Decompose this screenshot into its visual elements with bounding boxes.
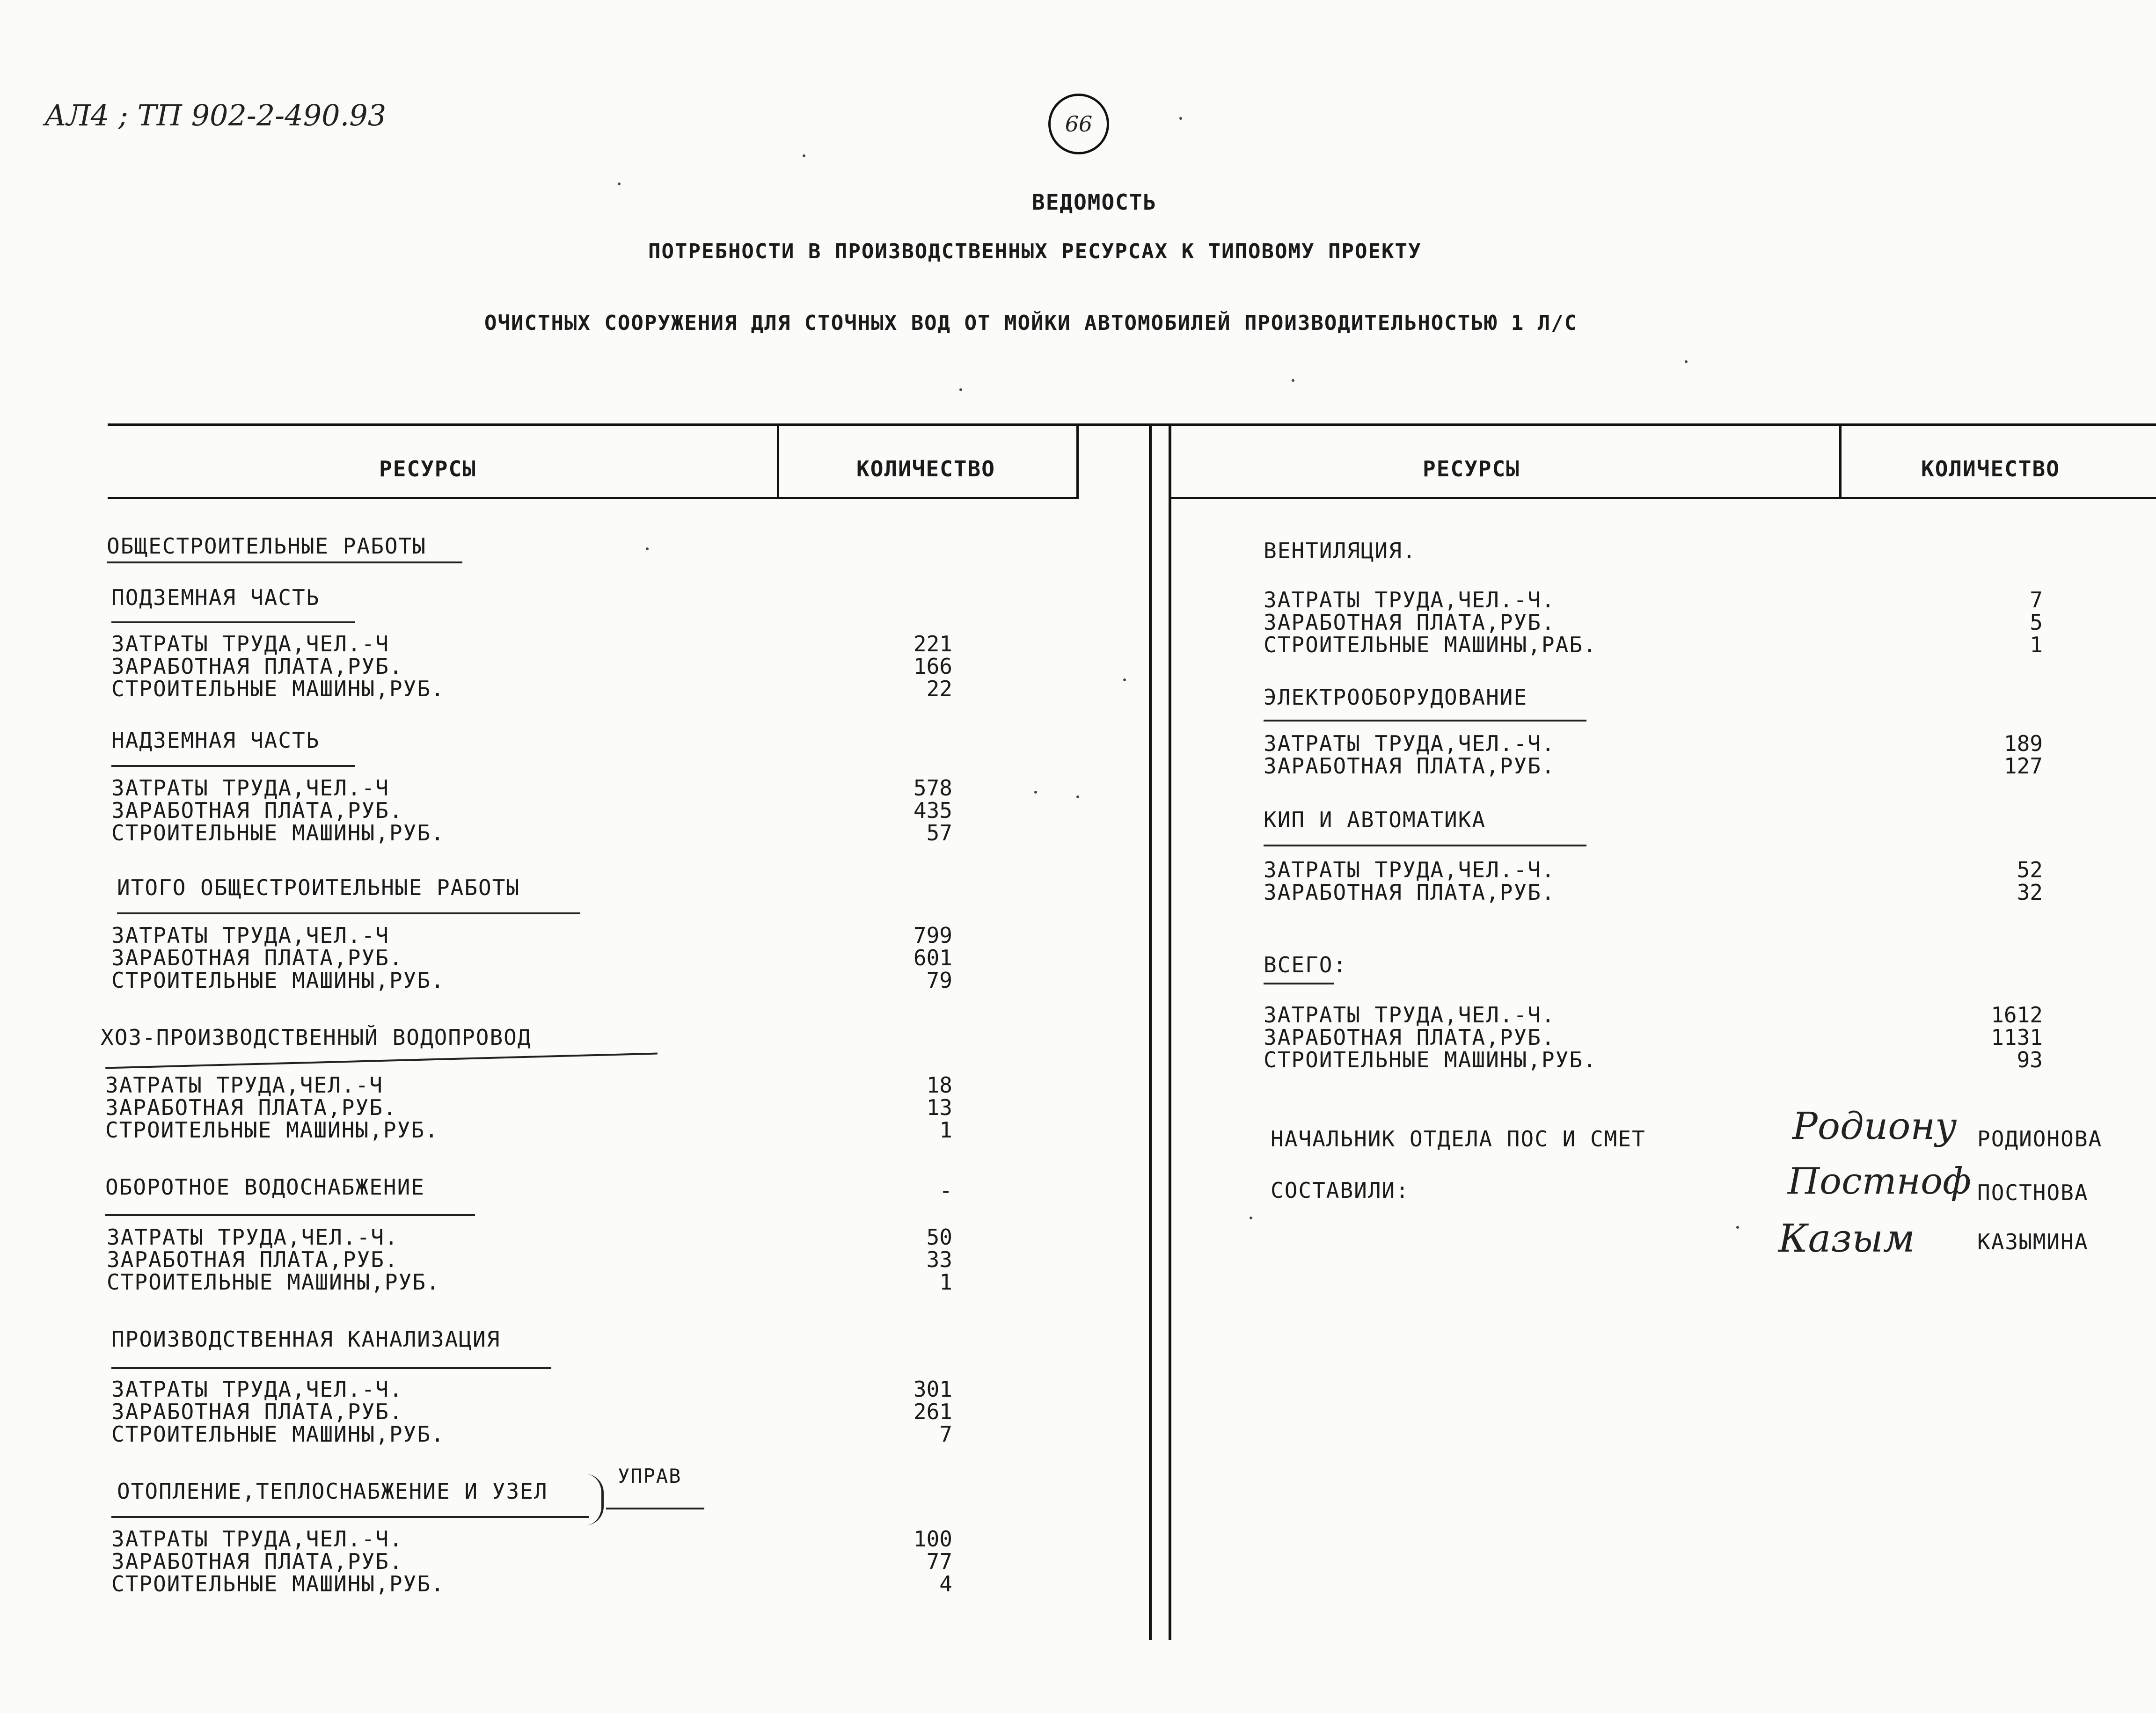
scan-speck — [1292, 379, 1294, 382]
row-label: ЗАТРАТЫ ТРУДА,ЧЕЛ.-Ч. — [1264, 1002, 1556, 1028]
page-number: 66 — [1065, 111, 1093, 137]
compiler-name-2: ПОСТНОВА — [1977, 1180, 2089, 1205]
underline — [606, 1508, 704, 1509]
row-value: 93 — [2017, 1047, 2043, 1072]
row-value: 1612 — [1991, 1002, 2043, 1028]
underline — [111, 1367, 551, 1369]
row-label: СТРОИТЕЛЬНЫЕ МАШИНЫ,РАБ. — [1264, 632, 1597, 657]
row-value: 221 — [913, 631, 952, 656]
section-water-supply: ХОЗ-ПРОИЗВОДСТВЕННЫЙ ВОДОПРОВОД — [101, 1025, 532, 1050]
underline — [111, 621, 355, 623]
row-label: ЗАРАБОТНАЯ ПЛАТА,РУБ. — [111, 1399, 403, 1424]
row-label: СТРОИТЕЛЬНЫЕ МАШИНЫ,РУБ. — [105, 1117, 439, 1143]
row-value: 1131 — [1991, 1025, 2043, 1050]
row-value: 52 — [2017, 857, 2043, 882]
doc-subtitle: ПОТРЕБНОСТИ В ПРОИЗВОДСТВЕННЫХ РЕСУРСАХ К ТИПОВОМУ ПРОЕКТУ — [648, 240, 1422, 263]
scan-speck — [1685, 360, 1688, 363]
left-header-resources: РЕСУРСЫ — [379, 456, 476, 481]
section-general-works: ОБЩЕСТРОИТЕЛЬНЫЕ РАБОТЫ — [107, 533, 426, 559]
row-label: СТРОИТЕЛЬНЫЕ МАШИНЫ,РУБ. — [111, 676, 445, 701]
left-header-quantity: КОЛИЧЕСТВО — [856, 456, 995, 481]
underline — [117, 912, 580, 914]
row-value: 77 — [926, 1549, 952, 1574]
row-label: СТРОИТЕЛЬНЫЕ МАШИНЫ,РУБ. — [111, 968, 445, 993]
project-name: ОЧИСТНЫХ СООРУЖЕНИЯ ДЛЯ СТОЧНЫХ ВОД ОТ МОЙКИ АВТОМОБИЛЕЙ ПРОИЗВОДИТЕЛЬНОСТЬЮ 1 Л/С — [484, 311, 1578, 335]
compiler-name-3: КАЗЫМИНА — [1977, 1229, 2089, 1254]
scan-speck — [803, 154, 805, 157]
row-label: ЗАРАБОТНАЯ ПЛАТА,РУБ. — [1264, 1025, 1556, 1050]
row-value: 57 — [926, 820, 952, 846]
header-bottom-left — [108, 497, 1079, 499]
page-number-circle — [1048, 94, 1109, 154]
section-aboveground: НАДЗЕМНАЯ ЧАСТЬ — [111, 728, 320, 753]
row-value: 22 — [926, 676, 952, 701]
underline — [105, 1053, 658, 1069]
row-value: 13 — [926, 1095, 952, 1120]
row-value: 1 — [2030, 632, 2043, 657]
row-value: 435 — [913, 798, 952, 823]
row-label: ЗАТРАТЫ ТРУДА,ЧЕЛ.-Ч. — [111, 1377, 403, 1402]
scan-speck — [1736, 1226, 1739, 1229]
right-header-resources: РЕСУРСЫ — [1423, 456, 1520, 481]
underline — [107, 561, 462, 563]
col-divider-right — [1839, 423, 1842, 498]
center-divider-2 — [1169, 423, 1171, 1640]
row-label: СТРОИТЕЛЬНЫЕ МАШИНЫ,РУБ. — [107, 1269, 440, 1295]
row-label: ЗАТРАТЫ ТРУДА,ЧЕЛ.-Ч. — [1264, 857, 1556, 882]
row-label: ЗАРАБОТНАЯ ПЛАТА,РУБ. — [111, 798, 403, 823]
row-value: 261 — [913, 1399, 952, 1424]
scan-speck — [1123, 678, 1126, 681]
row-label: ЗАТРАТЫ ТРУДА,ЧЕЛ.-Ч — [111, 775, 389, 801]
section-heating-extra: УПРАВ — [618, 1465, 682, 1487]
row-label: ЗАРАБОТНАЯ ПЛАТА,РУБ. — [111, 654, 403, 679]
document-code: АЛ4 ; ТП 902-2-490.93 — [44, 98, 387, 132]
row-value: 1 — [939, 1117, 952, 1143]
row-label: ЗАТРАТЫ ТРУДА,ЧЕЛ.-Ч — [105, 1072, 383, 1098]
row-value: 601 — [913, 945, 952, 970]
scan-speck — [1076, 795, 1079, 798]
doc-title: ВЕДОМОСТЬ — [1032, 190, 1157, 215]
row-value: 7 — [939, 1421, 952, 1447]
right-header-quantity: КОЛИЧЕСТВО — [1921, 456, 2060, 481]
center-divider-1 — [1149, 423, 1152, 1640]
header-bottom-right — [1170, 497, 2156, 499]
underline — [105, 1214, 475, 1216]
head-of-department-name: РОДИОНОВА — [1977, 1126, 2103, 1152]
scan-speck — [1179, 117, 1182, 120]
head-of-department-label: НАЧАЛЬНИК ОТДЕЛА ПОС И СМЕТ — [1271, 1126, 1646, 1152]
section-electrical: ЭЛЕКТРООБОРУДОВАНИЕ — [1264, 685, 1528, 710]
row-value: 79 — [926, 968, 952, 993]
row-label: СТРОИТЕЛЬНЫЕ МАШИНЫ,РУБ. — [111, 1421, 445, 1447]
row-value: 32 — [2017, 880, 2043, 905]
row-value: 799 — [913, 923, 952, 948]
scan-speck — [618, 182, 621, 185]
underline — [1264, 720, 1586, 722]
scan-speck — [646, 547, 649, 550]
row-value: 578 — [913, 775, 952, 801]
col-divider-left — [777, 423, 779, 498]
signature-1: Родиону — [1792, 1104, 1957, 1148]
underline — [111, 1516, 589, 1518]
row-value: 166 — [913, 654, 952, 679]
underline — [1264, 983, 1334, 984]
row-value: 1 — [939, 1269, 952, 1295]
row-value: 33 — [926, 1247, 952, 1272]
row-value: 100 — [913, 1526, 952, 1552]
row-label: СТРОИТЕЛЬНЫЕ МАШИНЫ,РУБ. — [1264, 1047, 1597, 1072]
row-label: ЗАРАБОТНАЯ ПЛАТА,РУБ. — [111, 945, 403, 970]
section-instrumentation: КИП И АВТОМАТИКА — [1264, 807, 1486, 832]
section-total: ВСЕГО: — [1264, 952, 1347, 977]
compiled-by-label: СОСТАВИЛИ: — [1271, 1178, 1410, 1203]
row-label: ЗАРАБОТНАЯ ПЛАТА,РУБ. — [105, 1095, 397, 1120]
row-value: 18 — [926, 1072, 952, 1098]
scan-speck — [1250, 1217, 1252, 1219]
row-value: 127 — [2003, 753, 2043, 779]
row-label: ЗАТРАТЫ ТРУДА,ЧЕЛ.-Ч. — [111, 1526, 403, 1552]
section-dash: - — [939, 1178, 952, 1203]
section-recycled-water: ОБОРОТНОЕ ВОДОСНАБЖЕНИЕ — [105, 1174, 425, 1200]
row-value: 4 — [939, 1571, 952, 1596]
row-value: 50 — [926, 1225, 952, 1250]
row-label: ЗАРАБОТНАЯ ПЛАТА,РУБ. — [1264, 753, 1556, 779]
section-industrial-sewer: ПРОИЗВОДСТВЕННАЯ КАНАЛИЗАЦИЯ — [111, 1327, 501, 1352]
row-label: ЗАРАБОТНАЯ ПЛАТА,РУБ. — [1264, 610, 1556, 635]
row-label: ЗАТРАТЫ ТРУДА,ЧЕЛ.-Ч — [111, 631, 389, 656]
scan-speck — [959, 388, 962, 391]
row-label: ЗАРАБОТНАЯ ПЛАТА,РУБ. — [111, 1549, 403, 1574]
signature-3: Казым — [1778, 1217, 1915, 1261]
row-label: СТРОИТЕЛЬНЫЕ МАШИНЫ,РУБ. — [111, 1571, 445, 1596]
section-ventilation: ВЕНТИЛЯЦИЯ. — [1264, 538, 1417, 563]
scan-speck — [1034, 791, 1037, 794]
row-value: 189 — [2003, 731, 2043, 756]
section-heating: ОТОПЛЕНИЕ,ТЕПЛОСНАБЖЕНИЕ И УЗЕЛ — [117, 1479, 548, 1504]
section-total-general: ИТОГО ОБЩЕСТРОИТЕЛЬНЫЕ РАБОТЫ — [117, 875, 520, 900]
row-value: 5 — [2030, 610, 2043, 635]
row-label: ЗАТРАТЫ ТРУДА,ЧЕЛ.-Ч. — [107, 1225, 399, 1250]
row-label: ЗАРАБОТНАЯ ПЛАТА,РУБ. — [107, 1247, 399, 1272]
row-label: СТРОИТЕЛЬНЫЕ МАШИНЫ,РУБ. — [111, 820, 445, 846]
col-divider-left-qty — [1076, 423, 1079, 498]
signature-2: Постноф — [1788, 1160, 1972, 1203]
row-value: 301 — [913, 1377, 952, 1402]
section-underground: ПОДЗЕМНАЯ ЧАСТЬ — [111, 585, 320, 610]
underline — [1264, 845, 1586, 846]
underline — [111, 765, 355, 767]
row-label: ЗАТРАТЫ ТРУДА,ЧЕЛ.-Ч — [111, 923, 389, 948]
row-label: ЗАТРАТЫ ТРУДА,ЧЕЛ.-Ч. — [1264, 731, 1556, 756]
row-label: ЗАТРАТЫ ТРУДА,ЧЕЛ.-Ч. — [1264, 587, 1556, 612]
row-label: ЗАРАБОТНАЯ ПЛАТА,РУБ. — [1264, 880, 1556, 905]
table-top-border — [108, 423, 2156, 426]
row-value: 7 — [2030, 587, 2043, 612]
